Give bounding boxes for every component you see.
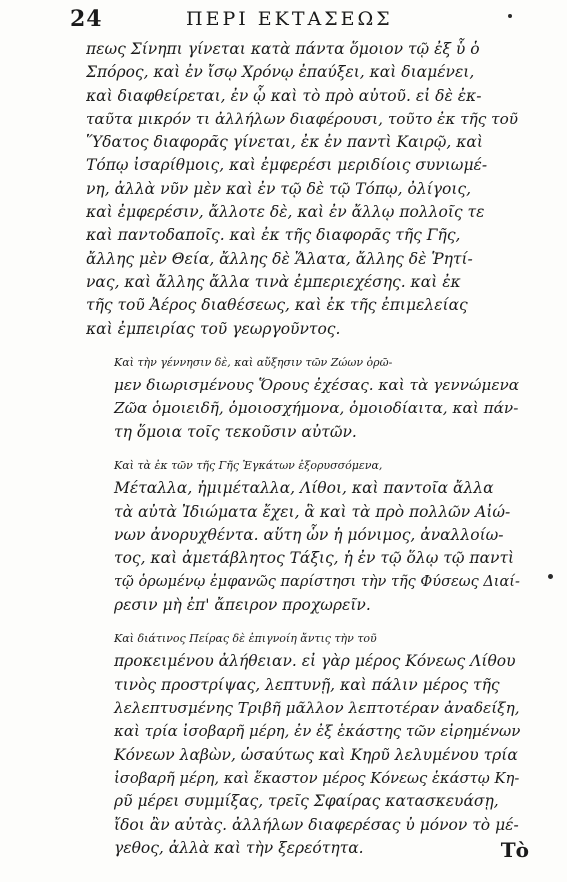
text-line: ταῦτα μικρόν τι ἀλλήλων διαφέρουσι, τοῦτο ἐκ τῆς τοῦ xyxy=(86,109,519,128)
text-line: καὶ ἐμπειρίας τοῦ γεωργοῦντος. xyxy=(86,319,341,338)
text-line: Μέταλλα, ἡμιμέταλλα, Λίθοι, καὶ παντοῖα ἄλλα xyxy=(114,479,494,498)
text-line: λελεπτυσμένης Τριβῆ μᾶλλον λεπτοτέραν ἀναδείξη, xyxy=(114,699,520,718)
ink-speck xyxy=(548,574,553,579)
text-line: καὶ τρία ἰσοβαρῆ μέρη, ἐν ἐξ ἑκάστης τῶν εἰρημένων xyxy=(114,722,521,741)
text-line: ἴδοι ἂν αὐτὰς. ἀλλήλων διαφερέσας ὐ μόνον τὸ μέ- xyxy=(114,815,519,834)
paragraph-4 xyxy=(86,627,522,860)
body-text xyxy=(86,38,522,860)
page-number: 24 xyxy=(70,6,103,32)
text-line: τὰ αὐτὰ Ἰδιώματα ἔχει, ἃ καὶ τὰ πρὸ πολλῶν Αἰώ- xyxy=(114,502,511,521)
text-line: ἰσοβαρῆ μέρη, καὶ ἕκαστον μέρος Κόνεως ἑκάστῳ Κη- xyxy=(114,769,520,787)
ink-speck xyxy=(508,14,512,18)
text-line: νας, καὶ ἄλλης ἄλλα τινὰ ἐμπεριεχέσης. καὶ ἐκ xyxy=(86,272,461,291)
page-header xyxy=(70,6,540,36)
text-line: Τόπῳ ἰσαρίθμοις, καὶ ἐμφερέσι μεριδίοις συνιωμέ- xyxy=(86,156,488,175)
text-line: προκειμένου ἀλήθειαν. εἰ γὰρ μέρος Κόνεως Λίθου xyxy=(114,652,516,671)
text-line: Καὶ διάτινος Πείρας δὲ ἐπιγνοίη ἄντις τὴν τοῦ xyxy=(114,632,377,646)
text-line: νη, ἀλλὰ νῦν μὲν καὶ ἐν τῷ δὲ τῷ Τόπῳ, ὀλίγοις, xyxy=(86,179,472,198)
text-line: τῆς τοῦ Ἀέρος διαθέσεως, καὶ ἐκ τῆς ἐπιμελείας xyxy=(86,296,468,315)
text-line: Καὶ τὰ ἐκ τῶν τῆς Γῆς Ἐγκάτων ἐξορυσσόμενα, xyxy=(114,459,383,473)
text-line: ρεσιν μὴ ἐπ' ἄπειρον προχωρεῖν. xyxy=(114,595,371,614)
text-line: Ὕδατος διαφορᾶς γίνεται, ἐκ ἐν παντὶ Καιρῷ, καὶ xyxy=(86,133,483,152)
text-line: νων ἀνορυχθέντα. αὕτη ὧν ἡ μόνιμος, ἀναλλοίω- xyxy=(114,525,504,544)
text-line: ἄλλης μὲν Θεία, ἄλλης δὲ Ἅλατα, ἄλλης δὲ Ῥητί- xyxy=(86,249,473,268)
text-line: γεθος, ἀλλὰ καὶ τὴν ξερεότητα. xyxy=(114,838,364,857)
text-line: Καὶ τὴν γέννησιν δὲ, καὶ αὔξησιν τῶν Ζώων ὁρῶ- xyxy=(114,355,393,369)
paragraph-1 xyxy=(86,38,522,341)
text-line: καὶ ἐμφερέσιν, ἄλλοτε δὲ, καὶ ἐν ἄλλῳ πολλοῖς τε xyxy=(86,203,485,222)
text-line: μεν διωρισμένους Ὅρους ἐχέσας. καὶ τὰ γεννώμενα xyxy=(114,376,520,395)
text-line: πεως Σίνηπι γίνεται κατὰ πάντα ὅμοιον τῷ ἐξ ὗ ὁ xyxy=(86,40,480,58)
paragraph-3 xyxy=(86,454,522,617)
text-line: Σπόρος, καὶ ἐν ἴσῳ Χρόνῳ ἐπαύξει, καὶ διαμένει, xyxy=(86,63,475,82)
text-line: τῷ ὁρωμένῳ ἐμφανῶς παρίστησι τὴν τῆς Φύσεως Διαί- xyxy=(114,573,520,590)
text-line: Ζῶα ὁμοιειδῆ, ὁμοιοσχήμονα, ὁμοιοδίαιτα, καὶ πάν- xyxy=(114,399,519,418)
text-line: Κόνεων λαβὼν, ὡσαύτως καὶ Κηρῦ λελυμένου τρία xyxy=(114,745,518,764)
text-line: τη ὅμοια τοῖς τεκοῦσιν αὐτῶν. xyxy=(114,422,357,441)
text-line: ρῦ μέρει συμμίξας, τρεῖς Σφαίρας κατασκευάσῃ, xyxy=(114,792,499,811)
text-line: καὶ παντοδαποῖς. καὶ ἐκ τῆς διαφορᾶς τῆς Γῆς, xyxy=(86,226,461,245)
paragraph-2 xyxy=(86,351,522,444)
text-line: τινὸς προστρίψας, λεπτυνῇ, καὶ πάλιν μέρος τῆς xyxy=(114,675,500,694)
running-head: ΠΕΡΙ ΕΚΤΑΣΕΩΣ xyxy=(186,8,393,30)
catchword: Τὸ xyxy=(500,838,529,862)
text-line: καὶ διαφθείρεται, ἐν ᾧ καὶ τὸ πρὸ αὐτοῦ. εἰ δὲ ἐκ- xyxy=(86,86,482,105)
text-line: τος, καὶ ἀμετάβλητος Τάξις, ἡ ἐν τῷ ὅλῳ τῷ παντὶ xyxy=(114,549,515,568)
